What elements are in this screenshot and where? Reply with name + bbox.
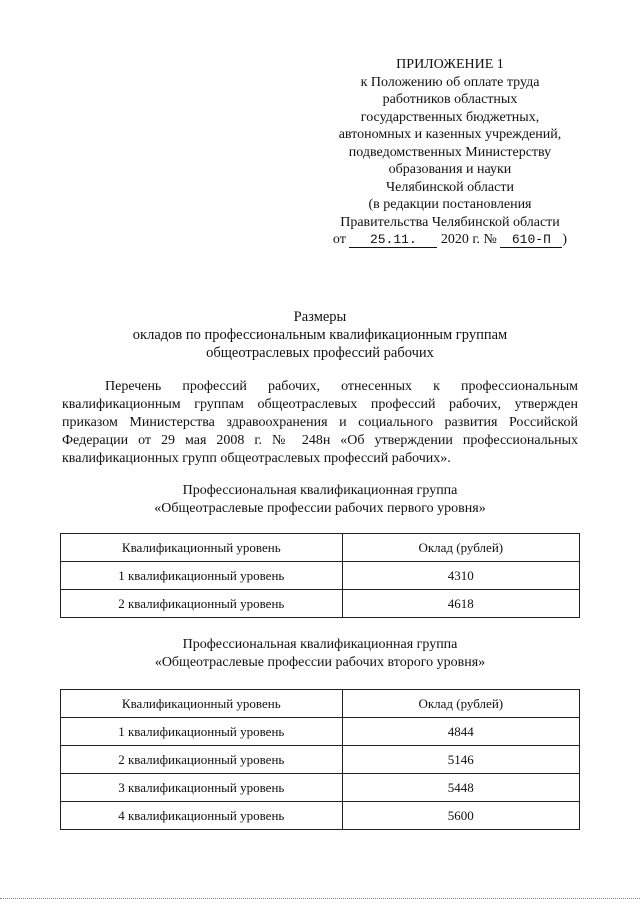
salary-cell: 5448 [342,774,579,802]
closing-paren: ) [562,232,568,247]
table-row [61,590,580,618]
table-row [61,802,580,830]
group-heading [60,482,580,518]
decree-year: 2020 г. № [440,232,497,247]
appendix-line: (в редакции постановления [368,197,532,212]
column-header-salary: Оклад (рублей) [342,690,579,718]
title-line: Размеры [293,309,347,325]
appendix-title: ПРИЛОЖЕНИЕ 1 [396,57,504,72]
date-prefix: от [332,232,346,247]
decree-number: 610-П [500,233,562,248]
appendix-block [300,56,600,249]
level-cell: 2 квалификационный уровень [61,746,343,774]
group-heading-line: «Общеотраслевые профессии рабочих первого уровня» [154,501,486,516]
table-header-row [61,690,580,718]
level-cell: 1 квалификационный уровень [61,718,343,746]
salary-cell: 5146 [342,746,579,774]
salary-table [60,689,580,830]
group-heading-line: Профессиональная квалификационная группа [182,483,458,498]
appendix-line: государственных бюджетных, [360,109,540,125]
appendix-line: работников областных [382,92,518,107]
page-edge-divider [0,898,640,899]
table-row [61,562,580,590]
level-cell: 3 квалификационный уровень [61,774,343,802]
level-cell: 4 квалификационный уровень [61,802,343,830]
group-heading-line: «Общеотраслевые профессии рабочих второго уровня» [154,655,486,670]
table-row [61,718,580,746]
table-row [61,774,580,802]
appendix-line: подведомственных Министерству [348,144,552,160]
appendix-date-line [300,231,600,249]
column-header-level: Квалификационный уровень [61,534,343,562]
salary-cell: 4310 [342,562,579,590]
group-heading [60,636,580,672]
salary-cell: 4618 [342,590,579,618]
salary-table [60,533,580,618]
level-cell: 2 квалификационный уровень [61,590,343,618]
appendix-line: автономных и казенных учреждений, [338,127,562,142]
document-title [60,308,580,362]
column-header-salary: Оклад (рублей) [342,534,579,562]
intro-paragraph: Перечень профессий рабочих, отнесенных к профессиональным квалификационным группам общеотраслевых профессий рабочих, утвержден приказом Министерства здравоохранения и социального развития Российской Федерации от 29 мая 2008 г. № 248н «Об утверждении профессиональных квалификационных групп общеотраслевых профессий рабочих». [62,379,578,466]
level-cell: 1 квалификационный уровень [61,562,343,590]
decree-date: 25.11. [349,233,437,248]
salary-cell: 4844 [342,718,579,746]
group-heading-line: Профессиональная квалификационная группа [182,637,458,652]
title-line: общеотраслевых профессий рабочих [206,345,434,361]
appendix-line: к Положению об оплате труда [360,74,540,90]
appendix-line: образования и науки [388,162,512,177]
table-row [61,746,580,774]
column-header-level: Квалификационный уровень [61,690,343,718]
table-header-row [61,534,580,562]
appendix-line: Челябинской области [386,179,514,195]
salary-cell: 5600 [342,802,579,830]
title-line: окладов по профессиональным квалификационным группам [132,327,508,343]
appendix-line: Правительства Челябинской области [340,214,560,230]
